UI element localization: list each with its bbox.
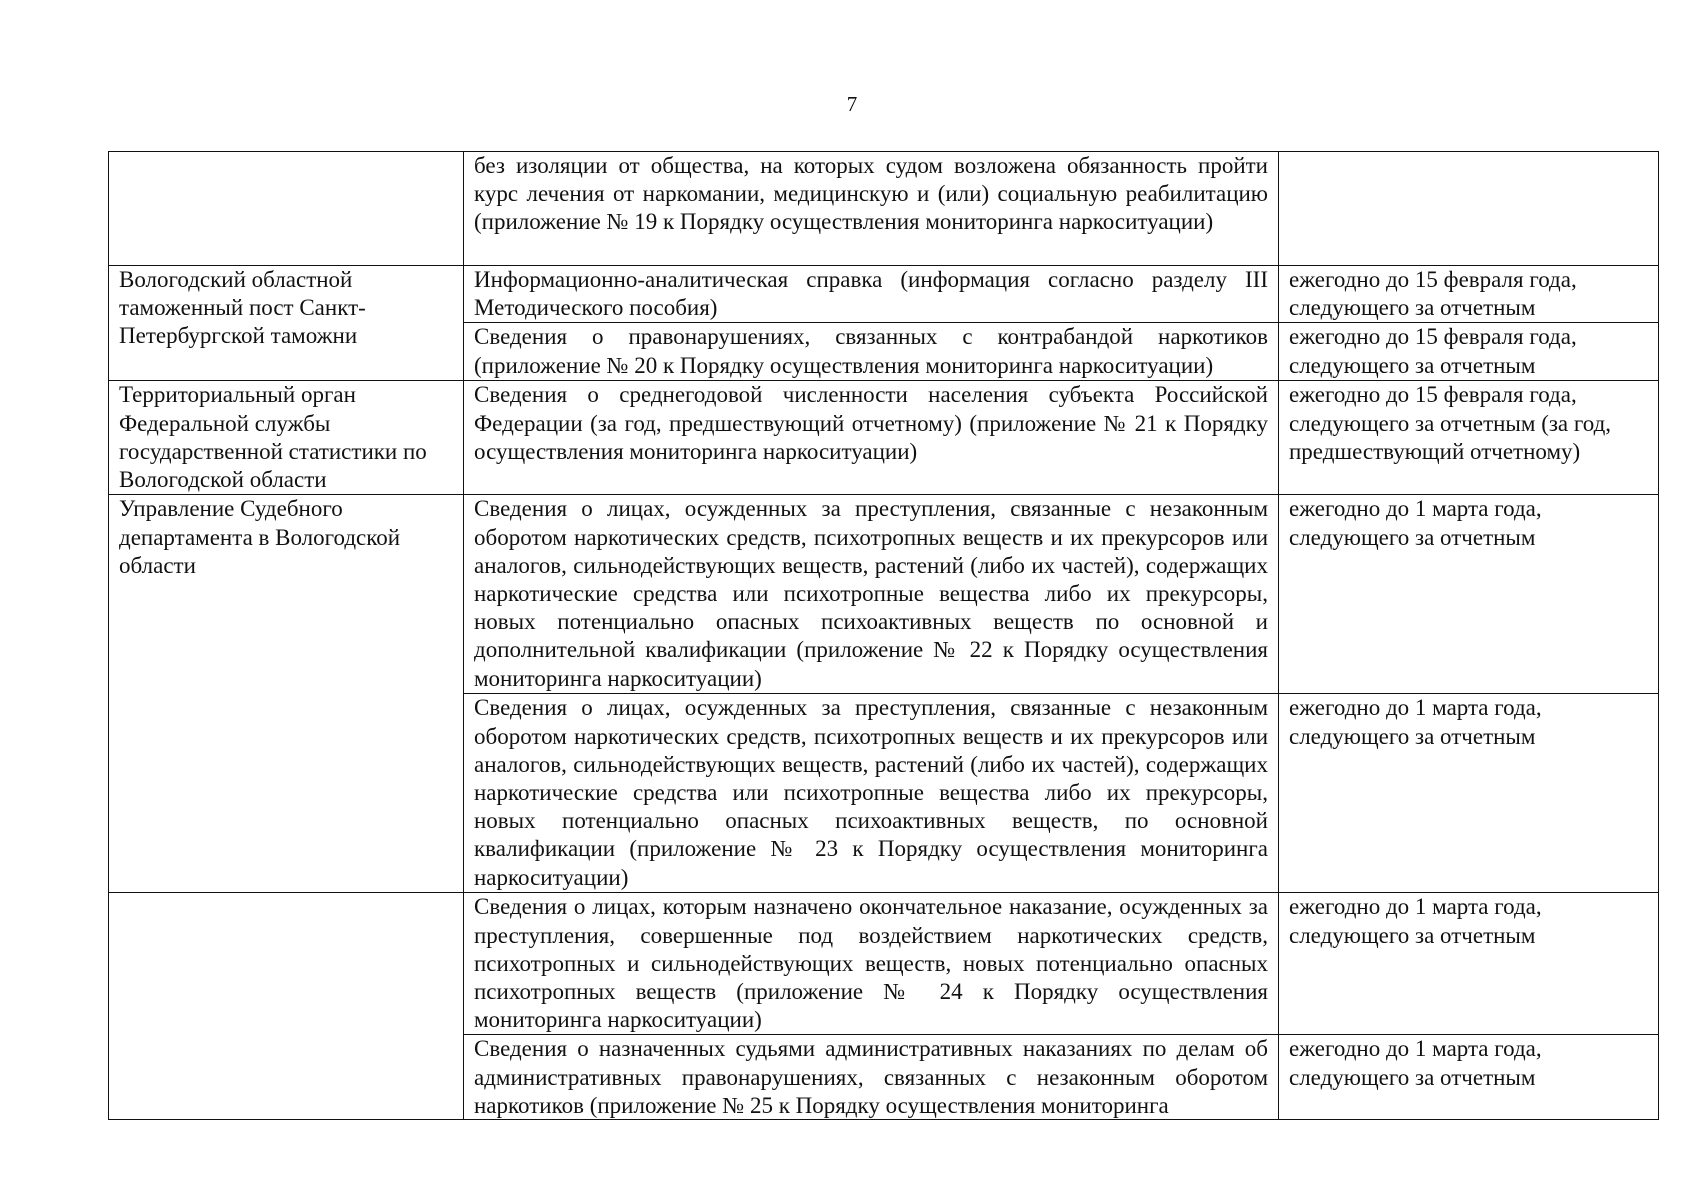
monitoring-table bbox=[108, 151, 1659, 1120]
info-cell bbox=[464, 1035, 1279, 1120]
org-cell: Территориальный орган Федеральной службы государственной статистики по Вологодской области bbox=[109, 381, 464, 495]
info-cell: Сведения о лицах, осужденных за преступления, связанные с незаконным оборотом наркотических средств, психотропных веществ и их прекурсоров или аналогов, сильнодействующих веществ, растений (либо их частей), содержащих наркотические средства или психотропные вещества либо их прекурсоры, новых потенциально опасных психоактивных веществ, по основной квалификации (приложение № 23 к Порядку осуществления мониторинга наркоситуации) bbox=[464, 694, 1279, 893]
info-cell: Информационно-аналитическая справка (информация согласно разделу III Методического пособия) bbox=[464, 266, 1279, 323]
table-row bbox=[109, 266, 1659, 323]
table-row bbox=[109, 893, 1659, 1035]
term-cell: ежегодно до 1 марта года, следующего за отчетным bbox=[1279, 1035, 1659, 1120]
term-cell: ежегодно до 1 марта года, следующего за отчетным bbox=[1279, 893, 1659, 1035]
term-cell: ежегодно до 15 февраля года, следующего за отчетным (за год, предшествующий отчетному) bbox=[1279, 381, 1659, 495]
table-row bbox=[109, 152, 1659, 266]
info-cell: без изоляции от общества, на которых судом возложена обязанность пройти курс лечения от наркомании, медицинскую и (или) социальную реабилитацию (приложение № 19 к Порядку осуществления мониторинга наркоситуации) bbox=[464, 152, 1279, 266]
term-cell bbox=[1279, 152, 1659, 266]
term-cell: ежегодно до 15 февраля года, следующего за отчетным bbox=[1279, 323, 1659, 381]
table-row bbox=[109, 381, 1659, 495]
info-cell: Сведения о среднегодовой численности населения субъекта Российской Федерации (за год, предшествующий отчетному) (приложение № 21 к Порядку осуществления мониторинга наркоситуации) bbox=[464, 381, 1279, 495]
page-number: 7 bbox=[846, 92, 858, 116]
org-cell bbox=[109, 893, 464, 1120]
info-cell: Сведения о лицах, осужденных за преступления, связанные с незаконным оборотом наркотических средств, психотропных веществ и их прекурсоров или аналогов, сильнодействующих веществ, растений (либо их частей), содержащих наркотические средства или психотропные вещества либо их прекурсоры, новых потенциально опасных психоактивных веществ по основной и дополнительной квалификации (приложение № 22 к Порядку осуществления мониторинга наркоситуации) bbox=[464, 495, 1279, 694]
table-row bbox=[109, 495, 1659, 694]
org-cell: Вологодский областной таможенный пост Санкт-Петербургской таможни bbox=[109, 266, 464, 381]
info-cell: Сведения о правонарушениях, связанных с контрабандой наркотиков (приложение № 20 к Порядку осуществления мониторинга наркоситуации) bbox=[464, 323, 1279, 381]
term-cell: ежегодно до 1 марта года, следующего за отчетным bbox=[1279, 694, 1659, 893]
org-cell: Управление Судебного департамента в Вологодской области bbox=[109, 495, 464, 893]
term-cell: ежегодно до 1 марта года, следующего за отчетным bbox=[1279, 495, 1659, 694]
org-cell bbox=[109, 152, 464, 266]
info-cell-text: Сведения о назначенных судьями административных наказаниях по делам об административных правонарушениях, связанных с незаконным оборотом наркотиков (приложение № 25 к Порядку осуществления мониторинга bbox=[474, 1036, 1268, 1118]
info-cell: Сведения о лицах, которым назначено окончательное наказание, осужденных за преступления, совершенные под воздействием наркотических средств, психотропных и сильнодействующих веществ, новых потенциально опасных психотропных веществ (приложение № 24 к Порядку осуществления мониторинга наркоситуации) bbox=[464, 893, 1279, 1035]
term-cell: ежегодно до 15 февраля года, следующего за отчетным bbox=[1279, 266, 1659, 323]
